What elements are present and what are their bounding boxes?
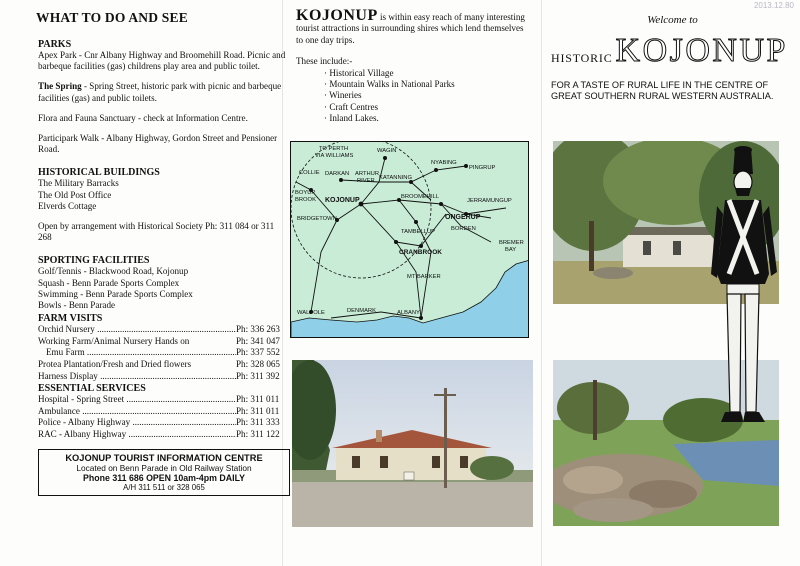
soldier-figure xyxy=(707,144,779,434)
farm-list xyxy=(38,324,288,382)
map-label: DENMARK xyxy=(347,308,376,314)
service-label: Emu Farm ..... xyxy=(38,347,236,359)
date-stamp: 2013.12.80 xyxy=(753,1,794,10)
tourist-info-box xyxy=(38,449,290,496)
map-label: VIA WILLIAMS xyxy=(315,153,354,159)
sporting-item: Golf/Tennis - Blackwood Road, Kojonup xyxy=(38,266,189,277)
radius-circle xyxy=(291,142,431,278)
map-label: JERRAMUNGUP xyxy=(467,198,512,204)
welcome-text: Welcome to xyxy=(647,14,698,26)
participark-text: Participark Walk - Albany Highway, Gordon Street and Pensioner Road. xyxy=(38,133,278,155)
map-label: NYABING xyxy=(431,160,457,166)
list-item xyxy=(38,336,288,348)
tourist-info-title: KOJONUP TOURIST INFORMATION CENTRE xyxy=(65,452,263,463)
parks-section xyxy=(38,39,288,441)
parks-heading: PARKS xyxy=(38,39,72,50)
map-label: WALPOLE xyxy=(297,310,325,316)
map-label: BROOMEHILL xyxy=(401,194,440,200)
map-labels xyxy=(295,146,524,316)
service-label: Harness Display ..... xyxy=(38,371,236,383)
map-label: BROOK xyxy=(295,197,316,203)
map-label: BOYUP xyxy=(295,190,316,196)
service-phone: Ph: 311 011 xyxy=(236,394,280,405)
farm-heading: FARM VISITS xyxy=(38,313,103,325)
map-label: BAY xyxy=(505,247,517,253)
attraction-item: · Wineries xyxy=(324,90,540,101)
service-phone: Ph: 311 011 xyxy=(236,405,280,416)
service-label: Ambulance ..... xyxy=(38,406,236,418)
map-label: BREMER xyxy=(499,240,524,246)
tourist-info-hours: Phone 311 686 OPEN 10am-4pm DAILY xyxy=(83,472,245,483)
essential-heading: ESSENTIAL SERVICES xyxy=(38,383,146,395)
left-panel xyxy=(20,0,286,566)
tourist-info-location: Located on Benn Parade in Old Railway Station xyxy=(76,462,252,473)
service-label: Orchid Nursery ..... xyxy=(38,324,236,336)
essential-list xyxy=(38,394,288,440)
list-item xyxy=(38,429,288,441)
map-label: ALBANY xyxy=(397,310,420,316)
map-label: MT BARKER xyxy=(407,274,441,280)
historical-item: Elverds Cottage xyxy=(38,200,97,211)
list-item xyxy=(38,347,288,359)
service-label: RAC - Albany Highway ..... xyxy=(38,429,236,441)
sporting-item: Swimming - Benn Parade Sports Complex xyxy=(38,288,193,299)
map-label: TO PERTH xyxy=(319,146,349,152)
list-item xyxy=(38,371,288,383)
intro-text: is within easy reach of many interesting tourist attractions in surrounding shires which lend themselves to one day trips. xyxy=(296,12,525,45)
map-label: CRANBROOK xyxy=(399,249,442,256)
cottage-photo xyxy=(292,360,533,527)
map-label: KOJONUP xyxy=(325,197,360,204)
intro-town: KOJONUP xyxy=(296,7,378,24)
service-label: Police - Albany Highway ..... xyxy=(38,417,236,429)
tourist-info-after-hours: A/H 311 511 or 328 065 xyxy=(123,482,205,492)
map-label: RIVER xyxy=(357,178,375,184)
service-phone: Ph: 336 263 xyxy=(236,324,280,335)
what-to-do-heading: WHAT TO DO AND SEE xyxy=(36,10,188,25)
cover-title xyxy=(551,32,800,69)
intro-paragraph xyxy=(296,7,528,46)
attractions-block xyxy=(296,56,540,124)
service-label: Protea Plantation/Fresh and Dried flowers xyxy=(38,359,192,370)
list-item xyxy=(38,417,288,429)
title-historic: HISTORIC xyxy=(551,51,613,65)
map-label: DARKAN xyxy=(325,171,350,177)
map-label: ONGERUP xyxy=(445,214,481,221)
service-phone: Ph: 311 333 xyxy=(236,417,280,428)
region-map xyxy=(290,141,529,338)
list-item xyxy=(38,324,288,336)
map-label: COLLIE xyxy=(299,170,320,176)
list-item xyxy=(38,394,288,406)
map-label: KATANNING xyxy=(379,175,412,181)
service-phone: Ph: 328 065 xyxy=(236,359,280,370)
attraction-item: · Craft Centres xyxy=(324,102,540,113)
service-phone: Ph: 311 122 xyxy=(236,429,280,439)
attraction-item: · Mountain Walks in National Parks xyxy=(324,79,540,90)
spring-park-text xyxy=(38,81,288,103)
title-kojonup: KOJONUP xyxy=(615,32,788,69)
service-phone: Ph: 337 552 xyxy=(236,347,280,358)
map-label: BORDEN xyxy=(451,226,476,232)
historical-item: The Military Barracks xyxy=(38,178,119,189)
attractions-label: These include:- xyxy=(296,56,353,67)
map-label: WAGIN xyxy=(377,148,397,154)
sporting-item: Bowls - Benn Parade xyxy=(38,300,116,311)
attraction-item: · Historical Village xyxy=(324,68,540,79)
map-label: ARTHUR xyxy=(355,171,380,177)
spring-desc: - Spring Street, historic park with picnic and barbeque facilities (gas) and public toilets. xyxy=(38,81,282,103)
service-label: Hospital - Spring Street ..... xyxy=(38,394,236,406)
service-phone: Ph: 341 047 xyxy=(236,335,280,346)
historical-heading: HISTORICAL BUILDINGS xyxy=(38,167,160,179)
map-label: PINGRUP xyxy=(469,165,496,171)
service-phone: Ph: 311 392 xyxy=(236,370,280,381)
historical-note: Open by arrangement with Historical Society Ph: 311 084 or 311 268 xyxy=(38,221,275,243)
map-label: BRIDGETOWN xyxy=(297,216,337,222)
apex-park-text: Apex Park - Cnr Albany Highway and Broomehill Road. Picnic and barbeque facilities (gas) childrens play area and public toilet. xyxy=(38,50,286,72)
flora-fauna-text: Flora and Fauna Sanctuary - check at Information Centre. xyxy=(38,112,248,123)
sporting-heading: SPORTING FACILITIES xyxy=(38,255,150,267)
spring-name: The Spring xyxy=(38,81,82,92)
sporting-item: Squash - Benn Parade Sports Complex xyxy=(38,277,180,288)
list-item xyxy=(38,406,288,418)
list-item xyxy=(38,359,288,371)
historical-item: The Old Post Office xyxy=(38,189,112,200)
cover-tagline: FOR A TASTE OF RURAL LIFE IN THE CENTRE OF GREAT SOUTHERN RURAL WESTERN AUSTRALIA. xyxy=(551,80,774,101)
map-label: TAMBELLUP xyxy=(401,229,436,235)
ocean xyxy=(291,260,529,338)
service-label: Working Farm/Animal Nursery Hands on xyxy=(38,335,190,346)
attraction-item: · Inland Lakes. xyxy=(324,113,540,124)
